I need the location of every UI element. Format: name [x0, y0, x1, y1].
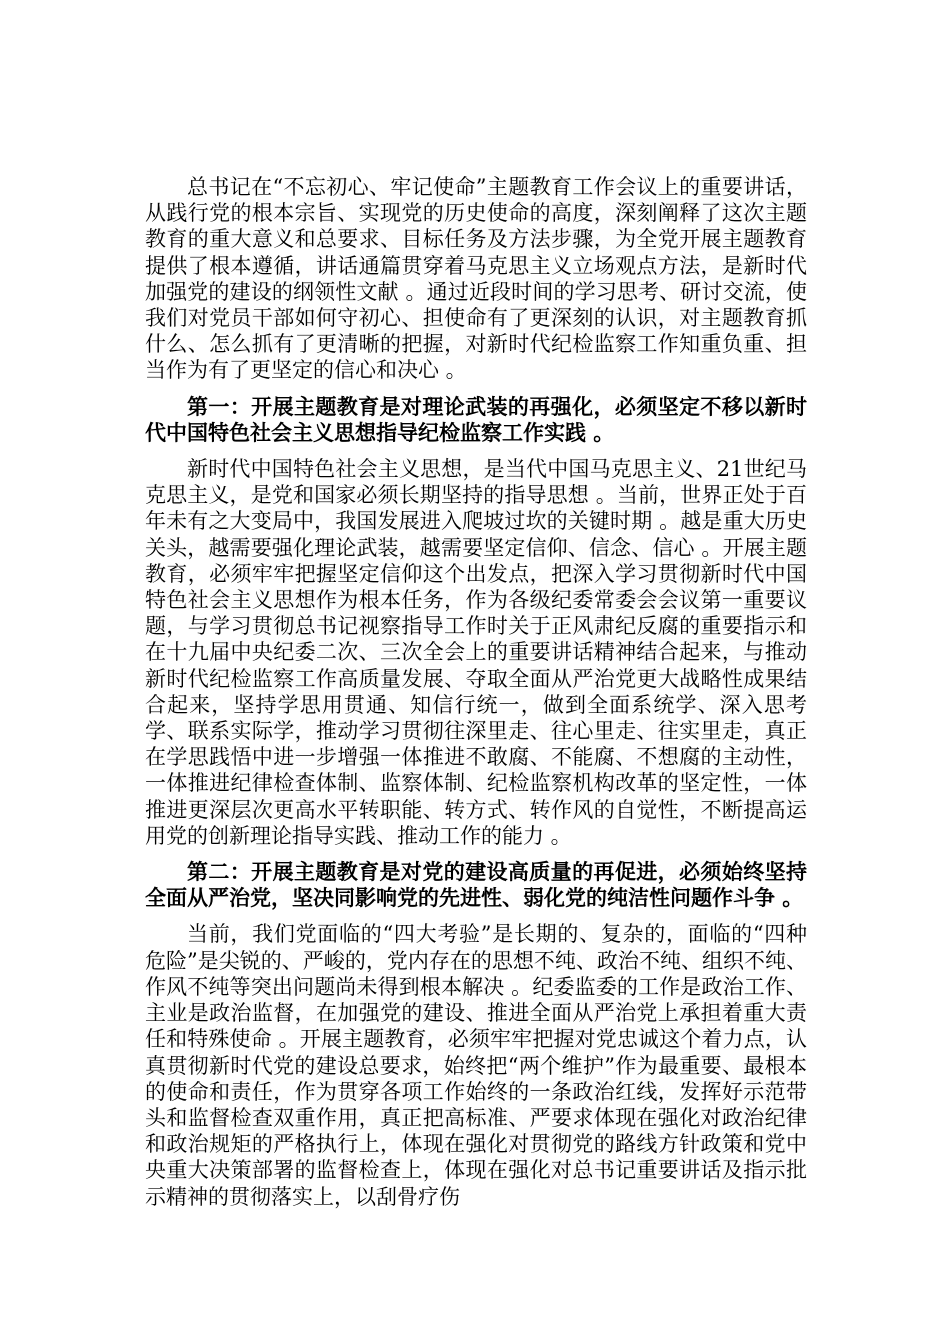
- document-page: [145, 174, 807, 1210]
- section-heading-1: 第一：开展主题教育是对理论武装的再强化，必须坚定不移以新时代中国特色社会主义思想指导纪检监察工作实践 。: [145, 393, 807, 445]
- section-2-paragraph: 当前，我们党面临的“四大考验”是长期的、复杂的，面临的“四种危险”是尖锐的、严峻的，党内存在的思想不纯、政治不纯、组织不纯、作风不纯等突出问题尚未得到根本解决 。纪委监委的工作是政治工作、主业是政治监督，在加强党的建设、推进全面从严治党上承担着重大责任和特殊使命 。开展主题教育，必须牢牢把握对党忠诚这个着力点，认真贯彻新时代党的建设总要求，始终把“两个维护”作为最重要、最根本的使命和责任，作为贯穿各项工作始终的一条政治红线，发挥好示范带头和监督检查双重作用，真正把高标准、严要求体现在强化对政治纪律和政治规矩的严格执行上，体现在强化对贯彻党的路线方针政策和党中央重大决策部署的监督检查上，体现在强化对总书记重要讲话及指示批示精神的贯彻落实上，以刮骨疗伤: [145, 922, 807, 1209]
- section-1-paragraph: 新时代中国特色社会主义思想，是当代中国马克思主义、21世纪马克思主义，是党和国家必须长期坚持的指导思想 。当前，世界正处于百年未有之大变局中，我国发展进入爬坡过坎的关键时期 。越是重大历史关头，越需要强化理论武装，越需要坚定信仰、信念、信心 。开展主题教育，必须牢牢把握坚定信仰这个出发点，把深入学习贯彻新时代中国特色社会主义思想作为根本任务，作为各级纪委常委会会议第一重要议题，与学习贯彻总书记视察指导工作时关于正风肃纪反腐的重要指示和在十九届中央纪委二次、三次全会上的重要讲话精神结合起来，与推动新时代纪检监察工作高质量发展、夺取全面从严治党更大战略性成果结合起来，坚持学思用贯通、知信行统一，做到全面系统学、深入思考学、联系实际学，推动学习贯彻往深里走、往心里走、往实里走，真正在学思践悟中进一步增强一体推进不敢腐、不能腐、不想腐的主动性，一体推进纪律检查体制、监察体制、纪检监察机构改革的坚定性，一体推进更深层次更高水平转职能、转方式、转作风的自觉性，不断提高运用党的创新理论指导实践、推动工作的能力 。: [145, 457, 807, 848]
- section-heading-2: 第二：开展主题教育是对党的建设高质量的再促进，必须始终坚持全面从严治党，坚决同影响党的先进性、弱化党的纯洁性问题作斗争 。: [145, 859, 807, 911]
- intro-paragraph: 总书记在“不忘初心、牢记使命”主题教育工作会议上的重要讲话，从践行党的根本宗旨、实现党的历史使命的高度，深刻阐释了这次主题教育的重大意义和总要求、目标任务及方法步骤，为全党开展主题教育提供了根本遵循，讲话通篇贯穿着马克思主义立场观点方法，是新时代加强党的建设的纲领性文献 。通过近段时间的学习思考、研讨交流，使我们对党员干部如何守初心、担使命有了更深刻的认识，对主题教育抓什么、怎么抓有了更清晰的把握，对新时代纪检监察工作知重负重、担当作为有了更坚定的信心和决心 。: [145, 175, 807, 383]
